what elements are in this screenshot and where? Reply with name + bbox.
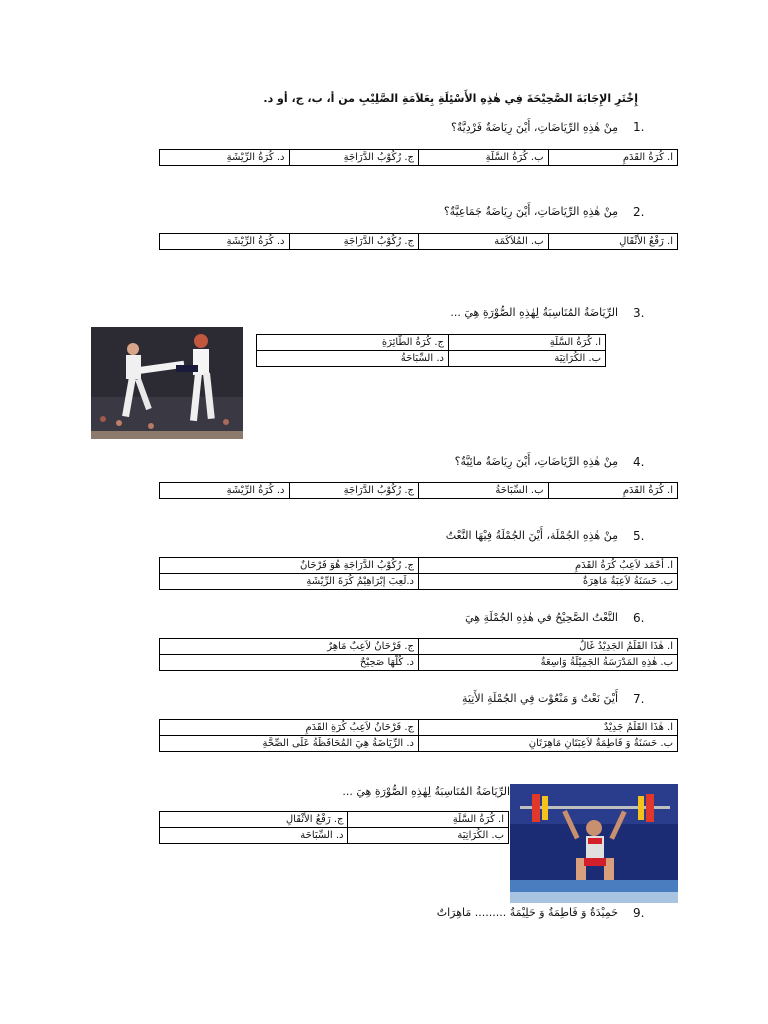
option-a[interactable]: ا. هٰذَا القَلَمُ الجَدِيْدُ غَالٌ	[419, 639, 678, 655]
question-7-text: أَيْنَ نَعْتٌ وَ مَنْعُوْت فِي الجُمْلَةِ الأَتِيَةِ	[462, 692, 618, 705]
option-a[interactable]: ا. كُرَةُ السَّلَةِ	[448, 335, 605, 351]
question-9-text: حَمِيْدَةُ وَ فَاطِمَةُ وَ حَلِيْمَةُ ......... مَاهِرَاتٌ	[436, 906, 618, 919]
question-7-options	[159, 719, 678, 752]
option-a[interactable]: ا. كُرَةُ القَدَمِ	[548, 483, 678, 499]
option-d[interactable]: د. كُرَةُ الرِّيْشَةِ	[160, 483, 290, 499]
option-d[interactable]: د. كُلُّهَا صَحِيْحٌ	[160, 655, 419, 671]
question-2-options	[159, 233, 678, 250]
karate-photo	[91, 327, 243, 439]
question-9-number: 9.	[633, 906, 645, 920]
weightlifting-photo	[510, 784, 678, 903]
option-b[interactable]: ب. حَسَنَةٌ وَ فَاطِمَةٌ لاَعِبَتَانِ مَاهِرَتَانِ	[419, 736, 678, 752]
option-d[interactable]: د. كُرَةُ الرِّيْشَةِ	[160, 234, 290, 250]
question-5-number: 5.	[633, 529, 645, 543]
option-c[interactable]: ج. رُكُوْبُ الدَّرَاجَةِ	[289, 150, 419, 166]
option-a[interactable]: ا. كُرَةُ السَّلَةِ	[348, 812, 509, 828]
weightlifting-illustration	[510, 784, 678, 903]
question-1-number: 1.	[633, 120, 645, 134]
question-8-text: الرِّيَاضَةُ المُنَاسِبَةُ لِهٰذِهِ الصُّوْرَةِ هِيَ ...	[342, 785, 510, 798]
question-4-options	[159, 482, 678, 499]
option-b[interactable]: ب. المُلاَكَمَة	[419, 234, 549, 250]
option-a[interactable]: ا. كُرَةُ القَدَمِ	[548, 150, 678, 166]
option-b[interactable]: ب. حَسَنَةُ لاَعِبَةٌ مَاهِرَةٌ	[419, 574, 678, 590]
question-3-options	[256, 334, 606, 367]
option-c[interactable]: ج. رُكُوْبُ الدَّرَاجَةِ	[289, 234, 419, 250]
question-1-options	[159, 149, 678, 166]
option-d[interactable]: د.لَعِبَ إبْرَاهِيْمُ كُرَةَ الرِّيْشَةِ	[160, 574, 419, 590]
question-3-number: 3.	[633, 306, 645, 320]
option-b[interactable]: ب. الكُرَاتِيَة	[348, 828, 509, 844]
option-c[interactable]: ج. كُرَةُ الطَّائِرَةِ	[257, 335, 449, 351]
karate-illustration	[91, 327, 243, 439]
option-b[interactable]: ب. السِّبَاحَةُ	[419, 483, 549, 499]
question-7-number: 7.	[633, 692, 645, 706]
option-c[interactable]: ج. رَفْعُ الأَثْقَالِ	[160, 812, 348, 828]
option-d[interactable]: د. السِّبَاحَة	[160, 828, 348, 844]
question-6-number: 6.	[633, 611, 645, 625]
question-6-text: النَّعْتُ الصَّحِيْحُ في هٰذِهِ الجُمْلَةِ هِيَ	[465, 611, 618, 624]
question-4-number: 4.	[633, 455, 645, 469]
question-6-options	[159, 638, 678, 671]
option-b[interactable]: ب. هٰذِهِ المَدْرَسَةُ الجَمِيْلَةُ وَاسِعَةٌ	[419, 655, 678, 671]
option-c[interactable]: ج. فَرْحَانُ لاَعِبُ كُرَةِ القَدَمِ	[160, 720, 419, 736]
question-8-options	[159, 811, 509, 844]
instruction-title: إِخْتَرِ الإِجَابَةَ الصَّحِيْحَةَ فِي هٰذِهِ الأَسْئِلَةِ بِعَلاَمَةِ الصَّلِيْبِ من أ، ب، ج، أو د.	[263, 92, 638, 105]
question-5-text: مِنْ هٰذِهِ الجُمْلَة، أَيْنَ الجُمْلَةُ فِيْهَا النَّعْتُ	[445, 529, 618, 542]
option-c[interactable]: ج. رُكُوْبُ الدَّرَاجَةِ	[289, 483, 419, 499]
question-1-text: مِنْ هٰذِهِ الرِّيَاضَاتِ، أَيْنَ رِيَاضَةٌ فَرْدِيَّةٌ؟	[450, 121, 618, 134]
question-2-number: 2.	[633, 205, 645, 219]
option-a[interactable]: ا. رَفْعُ الأَثْقَالِ	[548, 234, 678, 250]
option-c[interactable]: ج. رُكُوْبُ الدَّرَاجَةِ هُوَ فَرْحَانٌ	[160, 558, 419, 574]
option-b[interactable]: ب. كُرَةُ السَّلَةِ	[419, 150, 549, 166]
option-d[interactable]: د. السِّبَاحَةُ	[257, 351, 449, 367]
question-5-options	[159, 557, 678, 590]
option-d[interactable]: د. كُرَةُ الرِّيْشَةِ	[160, 150, 290, 166]
option-a[interactable]: ا. أَحْمَد لاَعِبُ كُرَةُ القَدَمِ	[419, 558, 678, 574]
option-a[interactable]: ا. هٰذَا القَلَمُ جَدِيْدٌ	[419, 720, 678, 736]
question-4-text: مِنْ هٰذِهِ الرِّيَاضَاتِ، أَيْنَ رِيَاضَةٌ مائِيَّةٌ؟	[454, 455, 618, 468]
option-d[interactable]: د. الرِّيَاضَةُ هِيَ المُحَافَظَةُ عَلَى الصِّحَّةِ	[160, 736, 419, 752]
question-2-text: مِنْ هٰذِهِ الرِّيَاضَاتِ، أَيْنَ رِيَاضَةٌ جَمَاعِيَّةٌ؟	[443, 205, 618, 218]
option-b[interactable]: ب. الكُرَاتِيَة	[448, 351, 605, 367]
question-3-text: الرِّيَاضَةُ المُنَاسِبَةُ لِهٰذِهِ الصُّوْرَةِ هِيَ ...	[450, 306, 618, 319]
option-c[interactable]: ج. فَرْحَانُ لاَعِبٌ مَاهِرٌ	[160, 639, 419, 655]
